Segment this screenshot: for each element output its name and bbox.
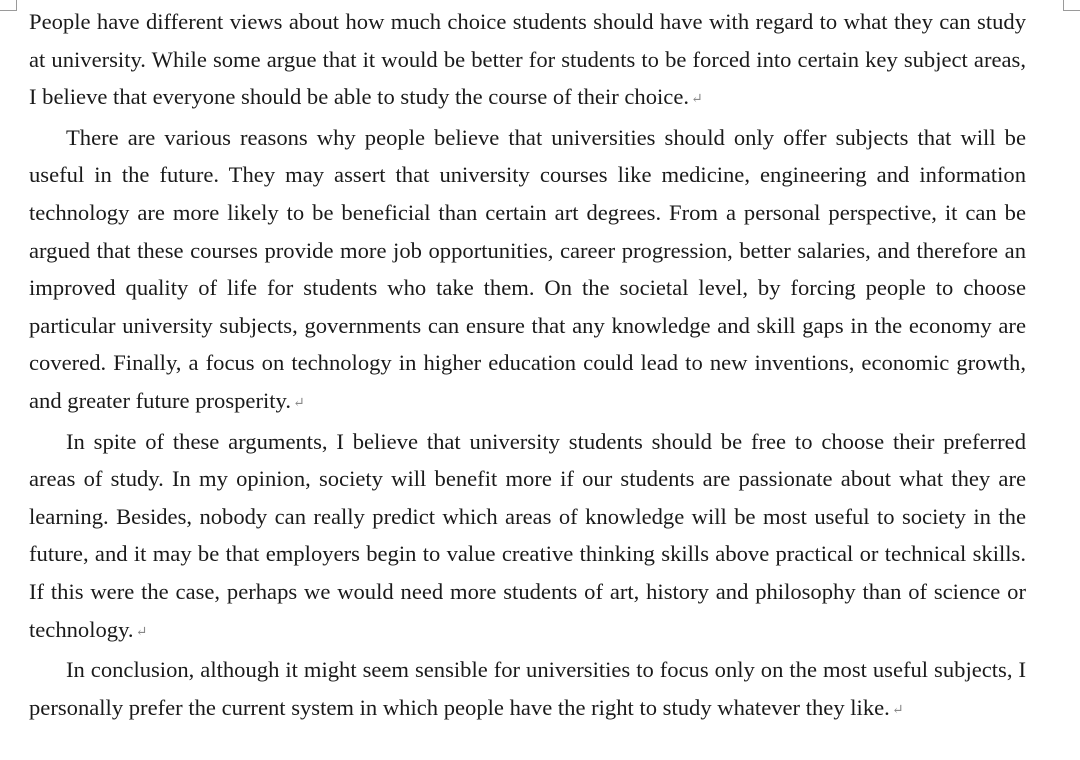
paragraph-text: There are various reasons why people believe that universities should only offer subjects that will be useful in the future. They may assert that university courses like medicine, engineering and information technology are more likely to be beneficial than certain art degrees. From a personal perspective, it can be argued that these courses provide more job opportunities, career progression, better salaries, and therefore an improved quality of life for students who take them. On the societal level, by forcing people to choose particular university subjects, governments can ensure that any knowledge and skill gaps in the economy are covered. Finally, a focus on technology in higher education could lead to new inventions, economic growth, and greater future prosperity. — [29, 124, 1026, 413]
document-body[interactable] — [29, 3, 1026, 729]
page-corner-marker-left — [0, 0, 17, 11]
paragraph-mark-icon: ↵ — [135, 624, 148, 640]
page-corner-marker-right — [1063, 0, 1080, 11]
paragraph-text: In conclusion, although it might seem sensible for universities to focus only on the most useful subjects, I personally prefer the current system in which people have the right to study whatever they like. — [29, 657, 1026, 720]
paragraph-arguments-against[interactable] — [29, 423, 1026, 652]
paragraph-text: People have different views about how much choice students should have with regard to what they can study at university. While some argue that it would be better for students to be forced into certain key subject areas, I believe that everyone should be able to study the course of their choice. — [29, 9, 1026, 110]
paragraph-mark-icon: ↵ — [293, 395, 305, 411]
paragraph-mark-icon: ↵ — [891, 702, 904, 718]
paragraph-text: In spite of these arguments, I believe that university students should be free to choose their preferred areas of study. In my opinion, society will benefit more if our students are passionate about what they are learning. Besides, nobody can really predict which areas of knowledge will be most useful to society in the future, and it may be that employers begin to value creative thinking skills above practical or technical skills. If this were the case, perhaps we would need more students of art, history and philosophy than of science or technology. — [29, 428, 1026, 642]
paragraph-mark-icon: ↵ — [691, 92, 703, 108]
paragraph-arguments-for[interactable] — [29, 119, 1026, 423]
paragraph-introduction[interactable] — [29, 3, 1026, 119]
paragraph-conclusion[interactable] — [29, 651, 1026, 729]
